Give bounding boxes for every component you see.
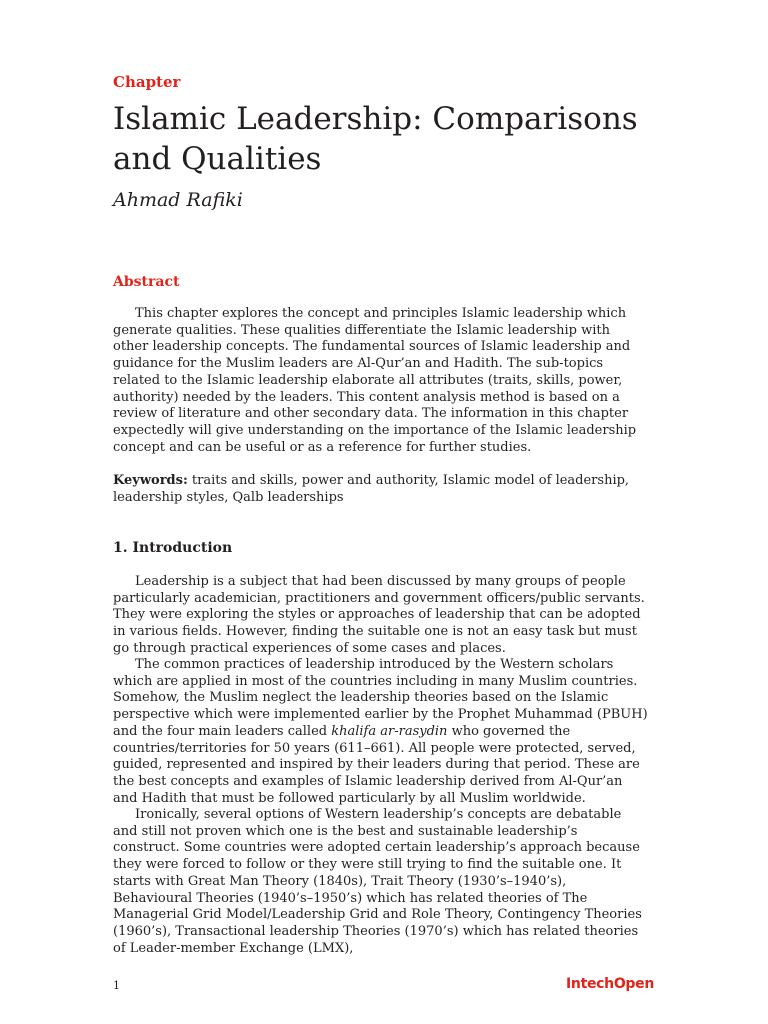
abstract-heading: Abstract: [113, 274, 180, 290]
keywords-label: Keywords:: [113, 473, 188, 488]
keywords: [113, 473, 648, 506]
paragraph-2-part-b: who governed the countries/territories for 50 years (611–661). All people were protected, served, guided, represented and inspired by their leaders during that period. These are the best concepts and examples of Islamic leadership derived from Al-Qur’an and Hadith that must be followed particularly by all Muslim worldwide.: [113, 723, 640, 806]
chapter-title: Islamic Leadership: Comparisons and Qualities: [113, 101, 638, 177]
introduction-paragraph-3: Ironically, several options of Western leadership’s concepts are debatable and still not proven which one is the best and sustainable leadership’s construct. Some countries were adopted certain leadership’s approach because they were forced to follow or they were still trying to find the suitable one. It starts with Great Man Theory (1840s), Trait Theory (1930’s–1940’s), Behavioural Theories (1940’s–1950’s) which has related theories of The Managerial Grid Model/Leadership Grid and Role Theory, Contingency Theories (1960’s), Transactional leadership Theories (1970’s) which has related theories of Leader-member Exchange (LMX),: [113, 807, 642, 956]
paragraph-2-italic-term: khalifa ar-rasydin: [331, 723, 448, 739]
paragraph-2-part-a: The common practices of leadership introduced by the Western scholars which are applied in most of the countries including in many Muslim countries. Somehow, the Muslim neglect the leadership theories based on the Islamic perspective which were implemented earlier by the Prophet Muhammad (PBUH) and the four main leaders called: [113, 657, 648, 739]
abstract-text: This chapter explores the concept and principles Islamic leadership which generate qualities. These qualities differentiate the Islamic leadership with other leadership concepts. The fundamental sources of Islamic leadership and guidance for the Muslim leaders are Al-Qur’an and Hadith. The sub-topics related to the Islamic leadership elaborate all attributes (traits, skills, power, authority) needed by the leaders. This content analysis method is based on a review of literature and other secondary data. The information in this chapter expectedly will give understanding on the importance of the Islamic leadership concept and can be useful or as a reference for further studies.: [113, 306, 637, 455]
page-number: 1: [113, 979, 120, 992]
publisher-logo: IntechOpen: [566, 976, 655, 992]
chapter-label: Chapter: [113, 73, 181, 91]
introduction-paragraph-1: Leadership is a subject that had been discussed by many groups of people particularly academician, practitioners and government officers/public servants. They were exploring the styles or approaches of leadership that can be adopted in various fields. However, finding the suitable one is not an easy task but must go through practical experiences of some cases and places.: [113, 574, 645, 656]
keywords-text: traits and skills, power and authority, Islamic model of leadership, leadership styles, Qalb leaderships: [113, 473, 630, 505]
author-name: Ahmad Rafiki: [113, 189, 243, 211]
introduction-paragraph-2: [113, 657, 648, 807]
introduction-heading: 1. Introduction: [113, 540, 233, 556]
